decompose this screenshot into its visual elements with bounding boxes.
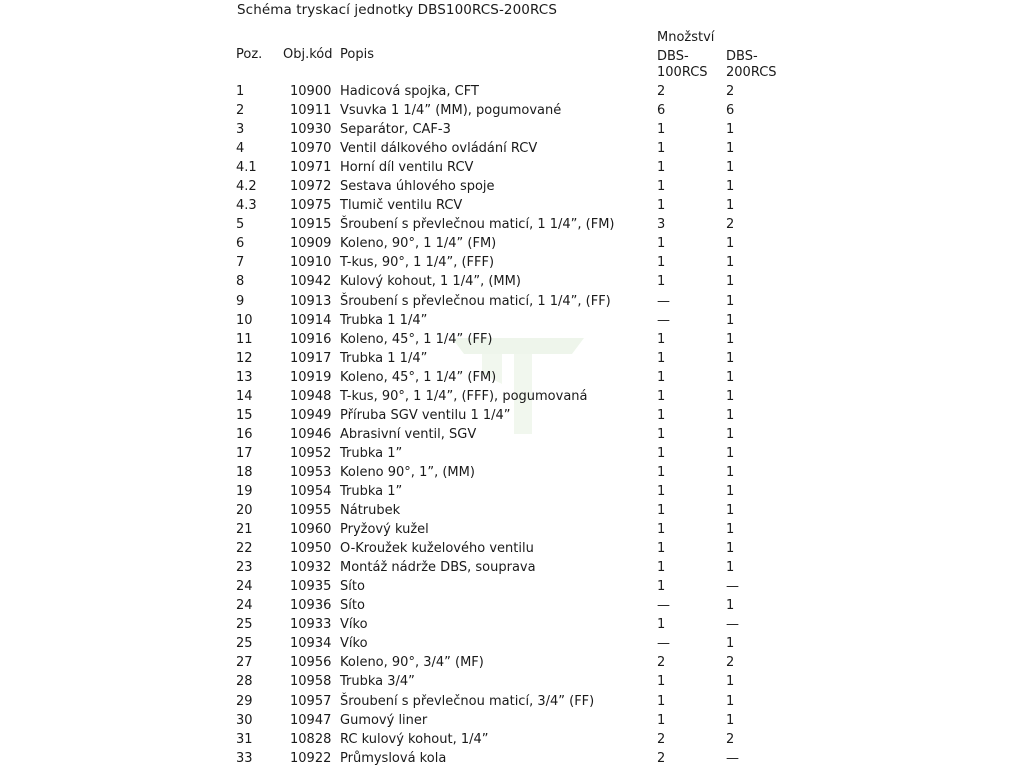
row-qty-model-1: 1 [657, 503, 666, 519]
row-qty-model-2: 1 [726, 293, 735, 309]
row-position: 18 [236, 464, 253, 480]
row-code: 10953 [290, 464, 332, 480]
row-position: 2 [236, 103, 245, 119]
table-row [0, 539, 1024, 558]
row-description: Síto [340, 598, 365, 614]
row-code: 10950 [290, 541, 332, 557]
row-position: 12 [236, 350, 253, 366]
row-qty-model-2: 1 [726, 483, 735, 499]
table-row [0, 501, 1024, 520]
row-position: 24 [236, 579, 253, 595]
row-code: 10970 [290, 141, 332, 157]
row-description: Trubka 1” [340, 445, 403, 461]
row-position: 24 [236, 598, 253, 614]
table-row [0, 177, 1024, 196]
row-description: Vsuvka 1 1/4” (MM), pogumované [340, 103, 562, 119]
row-qty-model-2: 1 [726, 198, 735, 214]
row-code: 10909 [290, 236, 332, 252]
row-qty-model-2: 1 [726, 522, 735, 538]
row-description: Pryžový kužel [340, 522, 429, 538]
row-code: 10916 [290, 331, 332, 347]
row-description: Síto [340, 579, 365, 595]
row-position: 8 [236, 274, 245, 290]
row-position: 20 [236, 503, 253, 519]
row-qty-model-2: 1 [726, 693, 735, 709]
row-position: 4.1 [236, 160, 257, 176]
row-description: Trubka 3/4” [340, 674, 415, 690]
row-description: Koleno, 45°, 1 1/4” (FM) [340, 369, 497, 385]
table-row [0, 520, 1024, 539]
table-row [0, 577, 1024, 596]
row-description: T-kus, 90°, 1 1/4”, (FFF) [340, 255, 495, 271]
row-description: Víko [340, 636, 368, 652]
row-position: 4.3 [236, 198, 257, 214]
row-description: Montáž nádrže DBS, souprava [340, 560, 536, 576]
table-row [0, 101, 1024, 120]
table-row [0, 368, 1024, 387]
row-description: Šroubení s převlečnou maticí, 1 1/4”, (FF) [340, 293, 611, 309]
table-row [0, 711, 1024, 730]
row-qty-model-2: 1 [726, 350, 735, 366]
row-qty-model-1: 1 [657, 541, 666, 557]
row-qty-model-1: 1 [657, 274, 666, 290]
row-qty-model-1: 2 [657, 750, 666, 766]
row-description: Nátrubek [340, 503, 401, 519]
row-qty-model-2: 1 [726, 560, 735, 576]
row-position: 25 [236, 636, 253, 652]
row-qty-model-1: 2 [657, 84, 666, 99]
row-qty-model-1: 1 [657, 160, 666, 176]
row-code: 10930 [290, 122, 332, 138]
row-code: 10936 [290, 598, 332, 614]
row-qty-model-2: 1 [726, 674, 735, 690]
row-qty-model-2: 1 [726, 236, 735, 252]
row-qty-model-1: 1 [657, 122, 666, 138]
row-code: 10948 [290, 388, 332, 404]
row-qty-model-1: 1 [657, 464, 666, 480]
row-code: 10955 [290, 503, 332, 519]
row-code: 10957 [290, 693, 332, 709]
row-qty-model-1: 2 [657, 655, 666, 671]
row-position: 23 [236, 560, 253, 576]
row-position: 21 [236, 522, 253, 538]
row-description: Průmyslová kola [340, 750, 447, 766]
header-model-2: DBS-200RCS [726, 49, 777, 80]
row-qty-model-2: 6 [726, 103, 735, 119]
row-qty-model-2: — [726, 579, 739, 595]
page-title: Schéma tryskací jednotky DBS100RCS-200RCS [237, 2, 558, 18]
table-row [0, 120, 1024, 139]
row-code: 10911 [290, 103, 332, 119]
row-description: Gumový liner [340, 712, 428, 728]
row-description: Ventil dálkového ovládání RCV [340, 141, 538, 157]
row-position: 9 [236, 293, 245, 309]
table-row [0, 444, 1024, 463]
header-model-1: DBS-100RCS [657, 49, 708, 80]
row-qty-model-1: — [657, 293, 670, 309]
row-description: Víko [340, 617, 368, 633]
row-qty-model-2: 1 [726, 388, 735, 404]
row-code: 10915 [290, 217, 332, 233]
row-qty-model-1: 1 [657, 560, 666, 576]
parts-table [0, 82, 1024, 768]
table-row [0, 139, 1024, 158]
table-row [0, 634, 1024, 653]
table-row [0, 272, 1024, 291]
row-description: Tlumič ventilu RCV [340, 198, 463, 214]
row-description: T-kus, 90°, 1 1/4”, (FFF), pogumovaná [340, 388, 588, 404]
row-code: 10910 [290, 255, 332, 271]
row-position: 11 [236, 331, 253, 347]
row-description: Sestava úhlového spoje [340, 179, 495, 195]
row-qty-model-1: 1 [657, 236, 666, 252]
row-position: 4.2 [236, 179, 257, 195]
row-code: 10933 [290, 617, 332, 633]
row-qty-model-2: 1 [726, 122, 735, 138]
row-qty-model-2: 1 [726, 503, 735, 519]
row-position: 3 [236, 122, 245, 138]
row-code: 10914 [290, 312, 332, 328]
row-code: 10956 [290, 655, 332, 671]
row-position: 33 [236, 750, 253, 766]
row-description: Šroubení s převlečnou maticí, 1 1/4”, (FM) [340, 217, 615, 233]
table-row [0, 311, 1024, 330]
row-position: 5 [236, 217, 245, 233]
table-row [0, 406, 1024, 425]
table-row [0, 234, 1024, 253]
row-code: 10828 [290, 731, 332, 747]
row-qty-model-1: 3 [657, 217, 666, 233]
row-code: 10934 [290, 636, 332, 652]
row-description: Koleno 90°, 1”, (MM) [340, 464, 475, 480]
row-position: 7 [236, 255, 245, 271]
row-qty-model-2: 1 [726, 712, 735, 728]
row-qty-model-2: 1 [726, 141, 735, 157]
row-position: 22 [236, 541, 253, 557]
row-code: 10935 [290, 579, 332, 595]
row-qty-model-2: — [726, 750, 739, 766]
table-row [0, 196, 1024, 215]
row-description: Separátor, CAF-3 [340, 122, 451, 138]
row-qty-model-2: 1 [726, 160, 735, 176]
header-code: Obj.kód [283, 47, 333, 62]
row-description: Koleno, 90°, 1 1/4” (FM) [340, 236, 497, 252]
row-qty-model-2: 1 [726, 541, 735, 557]
row-qty-model-1: 1 [657, 198, 666, 214]
table-row [0, 387, 1024, 406]
table-row [0, 215, 1024, 234]
row-description: Příruba SGV ventilu 1 1/4” [340, 407, 511, 423]
row-qty-model-1: 1 [657, 369, 666, 385]
row-description: Abrasivní ventil, SGV [340, 426, 477, 442]
row-qty-model-2: 1 [726, 369, 735, 385]
row-code: 10972 [290, 179, 332, 195]
row-code: 10946 [290, 426, 332, 442]
row-position: 28 [236, 674, 253, 690]
row-description: Koleno, 90°, 3/4” (MF) [340, 655, 484, 671]
row-qty-model-2: 1 [726, 598, 735, 614]
row-code: 10922 [290, 750, 332, 766]
row-qty-model-1: 1 [657, 712, 666, 728]
row-code: 10917 [290, 350, 332, 366]
row-qty-model-1: 1 [657, 407, 666, 423]
row-qty-model-1: 1 [657, 579, 666, 595]
table-row [0, 158, 1024, 177]
row-code: 10932 [290, 560, 332, 576]
row-qty-model-2: 2 [726, 731, 735, 747]
table-row [0, 558, 1024, 577]
row-qty-model-1: 1 [657, 179, 666, 195]
table-row [0, 82, 1024, 101]
row-position: 31 [236, 731, 253, 747]
row-qty-model-2: 1 [726, 331, 735, 347]
row-position: 10 [236, 312, 253, 328]
row-qty-model-1: — [657, 598, 670, 614]
row-code: 10952 [290, 445, 332, 461]
row-qty-model-1: 1 [657, 674, 666, 690]
row-position: 17 [236, 445, 253, 461]
table-row [0, 749, 1024, 768]
row-qty-model-1: 1 [657, 693, 666, 709]
row-description: Kulový kohout, 1 1/4”, (MM) [340, 274, 521, 290]
table-row [0, 615, 1024, 634]
row-code: 10960 [290, 522, 332, 538]
row-qty-model-1: 1 [657, 350, 666, 366]
table-row [0, 730, 1024, 749]
row-qty-model-1: 1 [657, 445, 666, 461]
table-row [0, 653, 1024, 672]
row-position: 13 [236, 369, 253, 385]
row-description: Šroubení s převlečnou maticí, 3/4” (FF) [340, 693, 595, 709]
row-code: 10900 [290, 84, 332, 99]
row-code: 10913 [290, 293, 332, 309]
header-position: Poz. [236, 47, 263, 62]
row-code: 10954 [290, 483, 332, 499]
row-position: 4 [236, 141, 245, 157]
row-qty-model-2: 1 [726, 179, 735, 195]
row-code: 10971 [290, 160, 332, 176]
row-qty-model-2: 2 [726, 84, 735, 99]
row-description: Trubka 1 1/4” [340, 350, 428, 366]
row-description: Trubka 1 1/4” [340, 312, 428, 328]
table-row [0, 425, 1024, 444]
row-position: 29 [236, 693, 253, 709]
row-position: 14 [236, 388, 253, 404]
row-qty-model-1: — [657, 636, 670, 652]
row-position: 16 [236, 426, 253, 442]
table-row [0, 330, 1024, 349]
row-description: O-Kroužek kuželového ventilu [340, 541, 534, 557]
row-position: 27 [236, 655, 253, 671]
row-description: Koleno, 45°, 1 1/4” (FF) [340, 331, 493, 347]
row-qty-model-2: 1 [726, 426, 735, 442]
row-qty-model-2: 2 [726, 217, 735, 233]
row-qty-model-2: 1 [726, 407, 735, 423]
row-description: Trubka 1” [340, 483, 403, 499]
table-row [0, 672, 1024, 691]
row-qty-model-1: 2 [657, 731, 666, 747]
row-code: 10947 [290, 712, 332, 728]
row-qty-model-1: 1 [657, 617, 666, 633]
row-position: 25 [236, 617, 253, 633]
table-row [0, 349, 1024, 368]
row-qty-model-1: 1 [657, 426, 666, 442]
row-qty-model-1: 1 [657, 141, 666, 157]
row-qty-model-1: 1 [657, 331, 666, 347]
row-code: 10958 [290, 674, 332, 690]
row-code: 10942 [290, 274, 332, 290]
header-description: Popis [340, 47, 374, 62]
table-row [0, 292, 1024, 311]
row-qty-model-2: 1 [726, 312, 735, 328]
row-qty-model-2: 1 [726, 255, 735, 271]
row-qty-model-2: 1 [726, 445, 735, 461]
row-qty-model-2: 1 [726, 464, 735, 480]
row-qty-model-2: — [726, 617, 739, 633]
row-position: 1 [236, 84, 245, 99]
table-row [0, 253, 1024, 272]
row-qty-model-1: 1 [657, 255, 666, 271]
row-qty-model-1: 6 [657, 103, 666, 119]
row-qty-model-1: 1 [657, 388, 666, 404]
row-qty-model-1: 1 [657, 483, 666, 499]
header-quantity: Množství [657, 30, 715, 45]
table-row [0, 596, 1024, 615]
row-qty-model-2: 1 [726, 636, 735, 652]
table-row [0, 463, 1024, 482]
row-qty-model-1: — [657, 312, 670, 328]
row-code: 10975 [290, 198, 332, 214]
row-qty-model-2: 2 [726, 655, 735, 671]
row-description: RC kulový kohout, 1/4” [340, 731, 489, 747]
row-qty-model-1: 1 [657, 522, 666, 538]
row-description: Horní díl ventilu RCV [340, 160, 474, 176]
table-row [0, 482, 1024, 501]
row-qty-model-2: 1 [726, 274, 735, 290]
table-row [0, 692, 1024, 711]
row-code: 10949 [290, 407, 332, 423]
row-position: 19 [236, 483, 253, 499]
row-code: 10919 [290, 369, 332, 385]
row-position: 6 [236, 236, 245, 252]
row-description: Hadicová spojka, CFT [340, 84, 479, 99]
row-position: 15 [236, 407, 253, 423]
row-position: 30 [236, 712, 253, 728]
